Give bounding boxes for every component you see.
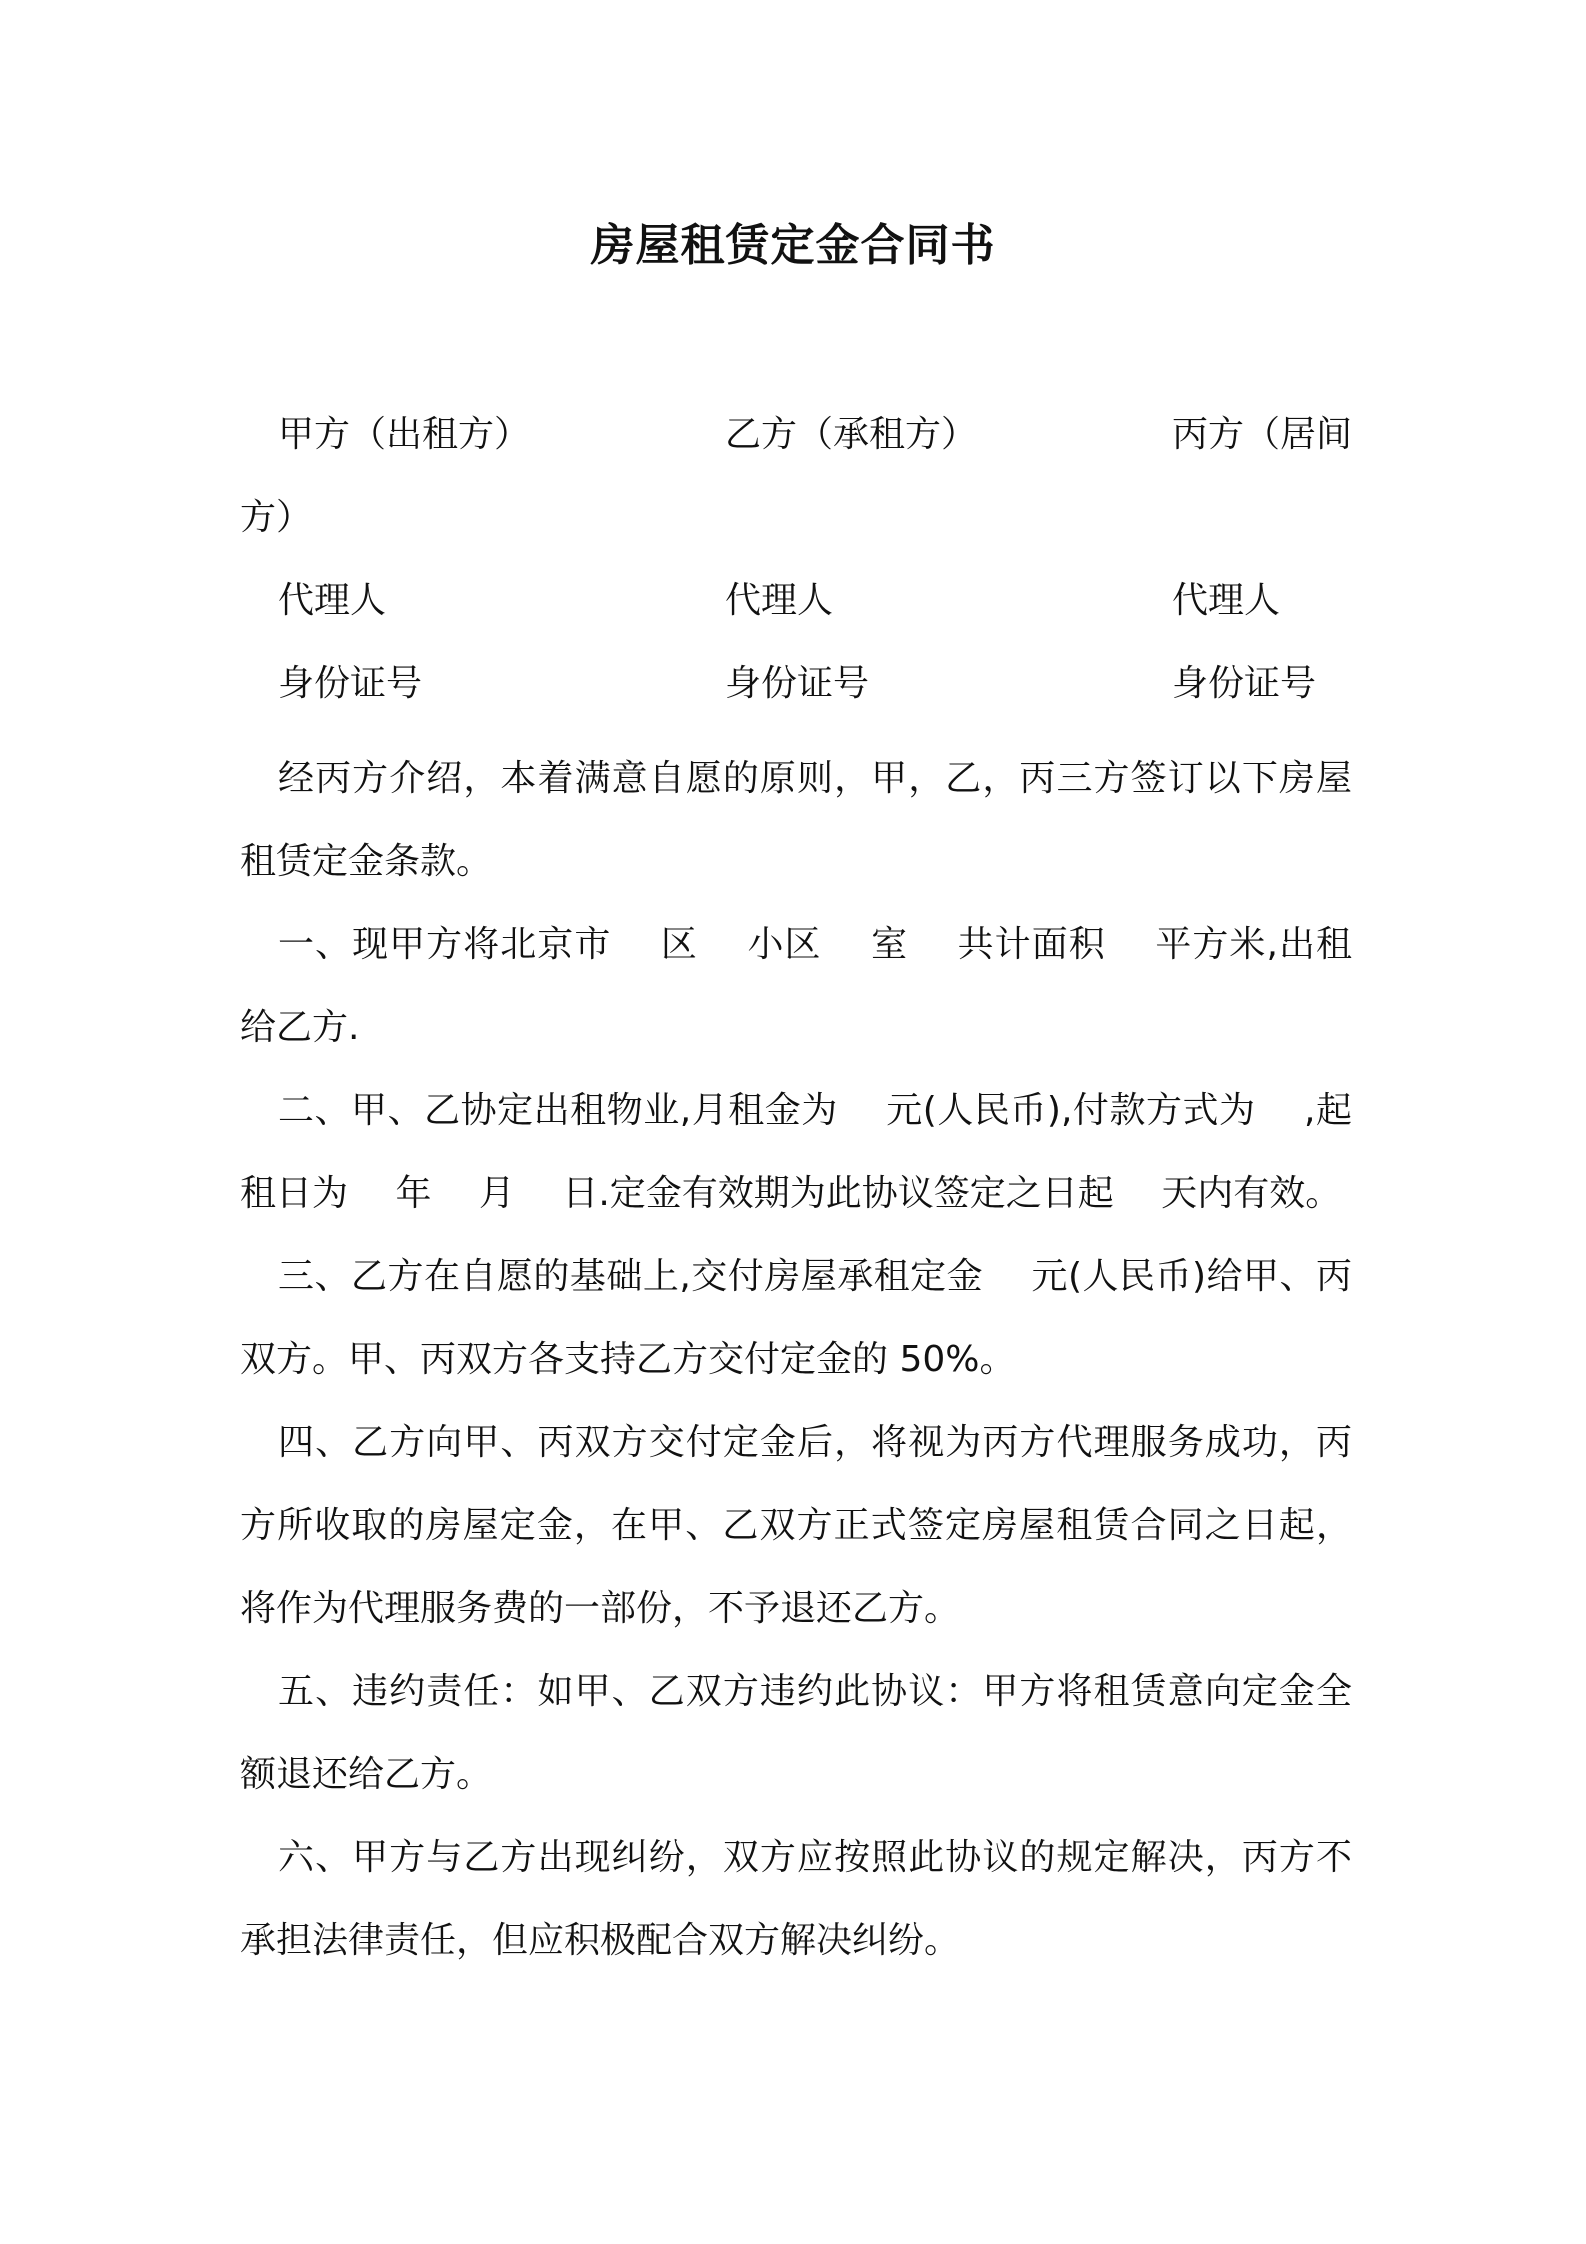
party-a-id-label: 身份证号 [278,663,423,704]
party-header-row [240,405,1352,488]
party-names-row [240,405,1352,488]
intro-paragraph: 经丙方介绍，本着满意自愿的原则，甲，乙，丙三方签订以下房屋租赁定金条款。 [240,758,1352,882]
party-a-label: 甲方（出租方） [278,414,531,455]
clause-3-paragraph: 三、乙方在自愿的基础上,交付房屋承租定金 元(人民币)给甲、丙双方。甲、丙双方各支持乙方交付定金的 50%。 [240,1256,1352,1380]
id-number-row [240,654,1352,714]
contract-body [240,737,1352,1982]
party-c-label-continuation: 方） [240,497,313,538]
clause-1-paragraph: 一、现甲方将北京市 区 小区 室 共计面积 平方米,出租给乙方. [240,924,1352,1048]
document-title: 房屋租赁定金合同书 [590,220,996,271]
party-b-id-label: 身份证号 [725,663,870,704]
party-b-agent-label: 代理人 [725,580,834,621]
clause-4-paragraph: 四、乙方向甲、丙双方交付定金后，将视为丙方代理服务成功，丙方所收取的房屋定金，在甲、乙双方正式签定房屋租赁合同之日起，将作为代理服务费的一部份，不予退还乙方。 [240,1422,1352,1629]
party-a-agent-label: 代理人 [278,580,387,621]
party-c-id-label: 身份证号 [1172,663,1317,704]
party-c-agent-label: 代理人 [1172,580,1281,621]
party-c-label: 丙方（居间 [1172,414,1353,455]
clause-2-paragraph: 二、甲、乙协定出租物业,月租金为 元(人民币),付款方式为 ,起租日为 年 月 日.定金有效期为此协议签定之日起 天内有效。 [240,1090,1352,1214]
clause-6-paragraph: 六、甲方与乙方出现纠纷，双方应按照此协议的规定解决，丙方不承担法律责任，但应积极配合双方解决纠纷。 [240,1837,1352,1961]
agent-row [240,571,1352,631]
clause-5-paragraph: 五、违约责任：如甲、乙双方违约此协议：甲方将租赁意向定金全额退还给乙方。 [240,1671,1352,1795]
party-b-label: 乙方（承租方） [725,414,978,455]
